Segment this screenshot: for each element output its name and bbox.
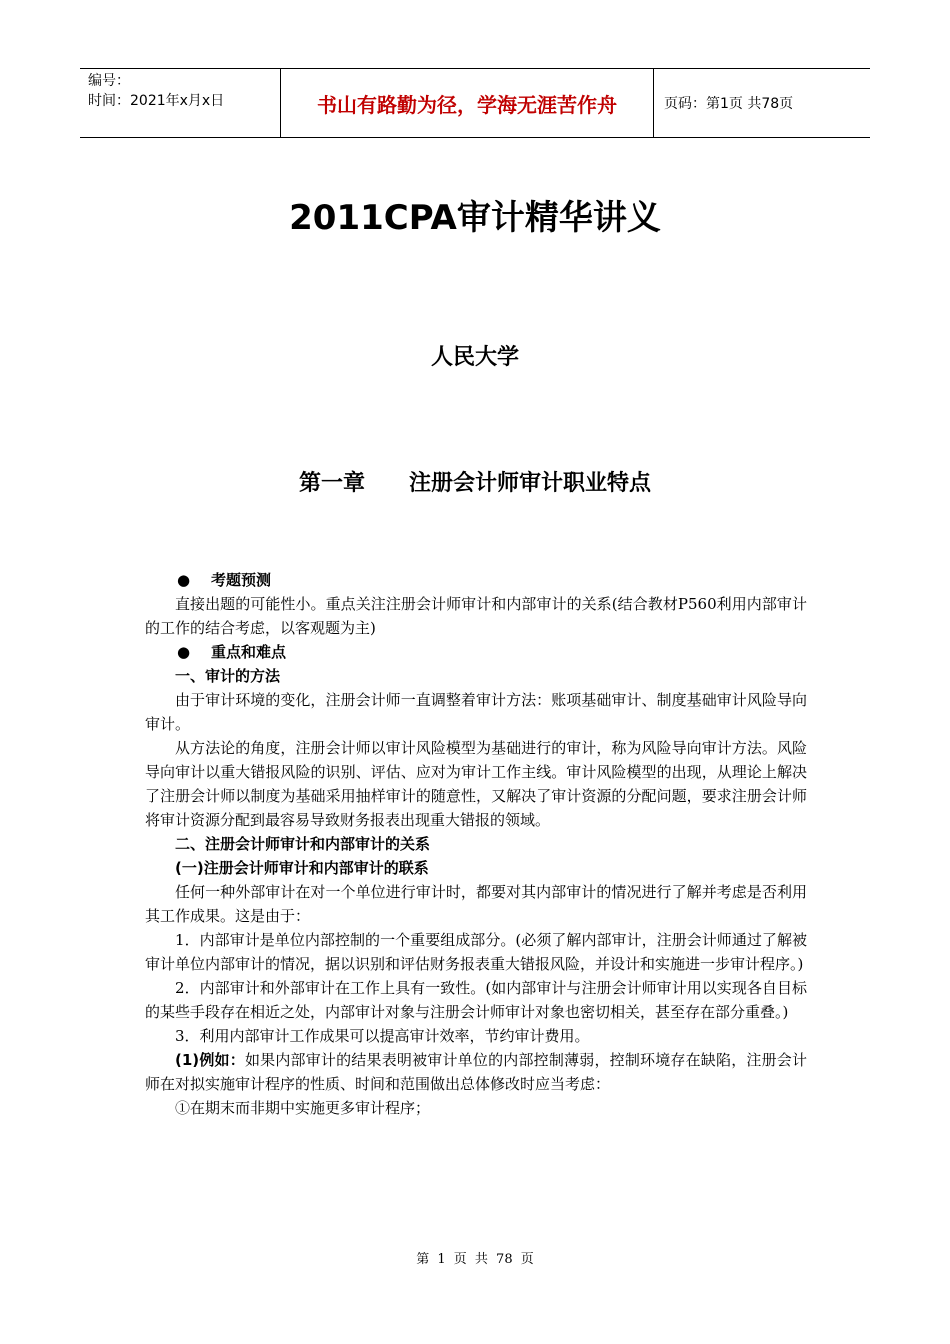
header-page-info: 页码：第1页 共78页 bbox=[664, 96, 794, 112]
paragraph: 2．内部审计和外部审计在工作上具有一致性。(如内部审计与注册会计师审计用以实现各自目标的某些手段存在相近之处，内部审计对象与注册会计师审计对象也密切相关，甚至存在部分重叠。) bbox=[145, 979, 807, 1021]
section-heading: 一、审计的方法 bbox=[175, 667, 281, 685]
paragraph: 直接出题的可能性小。重点关注注册会计师审计和内部审计的关系(结合教材P560利用内部审计的工作的结合考虑，以客观题为主) bbox=[145, 595, 807, 637]
section-heading: 二、注册会计师审计和内部审计的关系 bbox=[175, 835, 431, 853]
chapter-number: 第一章 bbox=[298, 471, 365, 496]
paragraph: 1．内部审计是单位内部控制的一个重要组成部分。(必须了解内部审计，注册会计师通过了解被审计单位内部审计的情况，据以识别和评估财务报表重大错报风险，并设计和实施进一步审计程序。) bbox=[145, 931, 807, 973]
header-motto: 书山有路勤为径，学海无涯苦作舟 bbox=[280, 69, 654, 137]
paragraph-lead: (1)例如： bbox=[175, 1051, 245, 1069]
paragraph: 从方法论的角度，注册会计师以审计风险模型为基础进行的审计，称为风险导向审计方法。风险导向审计以重大错报风险的识别、评估、应对为审计工作主线。审计风险模型的出现，从理论上解决了注册会计师以制度为基础采用抽样审计的随意性，又解决了审计资源的分配问题，要求注册会计师将审计资源分配到最容易导致财务报表出现重大错报的领域。 bbox=[145, 739, 807, 829]
number-label: 编号： bbox=[88, 73, 130, 89]
document-body bbox=[145, 568, 807, 1120]
bullet-heading: ● 重点和难点 bbox=[145, 640, 807, 664]
page-header bbox=[80, 68, 870, 138]
document-title: 2011CPA审计精华讲义 bbox=[289, 198, 661, 238]
date-label: 时间：2021年x月x日 bbox=[88, 93, 225, 109]
paragraph: (1)例如：如果内部审计的结果表明被审计单位的内部控制薄弱，控制环境存在缺陷，注册会计师在对拟实施审计程序的性质、时间和范围做出总体修改时应当考虑： bbox=[145, 1051, 807, 1093]
bullet-heading: ● 考题预测 bbox=[145, 568, 807, 592]
paragraph: ①在期末而非期中实施更多审计程序； bbox=[175, 1099, 431, 1117]
bullet-dot-icon: ● bbox=[177, 571, 191, 589]
subsection-heading: (一)注册会计师审计和内部审计的联系 bbox=[175, 859, 429, 877]
chapter-heading bbox=[0, 466, 950, 497]
paragraph: 由于审计环境的变化，注册会计师一直调整着审计方法：账项基础审计、制度基础审计风险导向审计。 bbox=[145, 691, 807, 733]
page-footer: 第 1 页 共 78 页 bbox=[416, 1252, 534, 1267]
document-subtitle: 人民大学 bbox=[430, 345, 519, 370]
paragraph: 任何一种外部审计在对一个单位进行审计时，都要对其内部审计的情况进行了解并考虑是否利用其工作成果。这是由于： bbox=[145, 883, 807, 925]
chapter-name: 注册会计师审计职业特点 bbox=[409, 471, 652, 496]
bullet-dot-icon: ● bbox=[177, 643, 191, 661]
paragraph: 3．利用内部审计工作成果可以提高审计效率，节约审计费用。 bbox=[175, 1027, 590, 1045]
header-meta bbox=[80, 69, 280, 137]
